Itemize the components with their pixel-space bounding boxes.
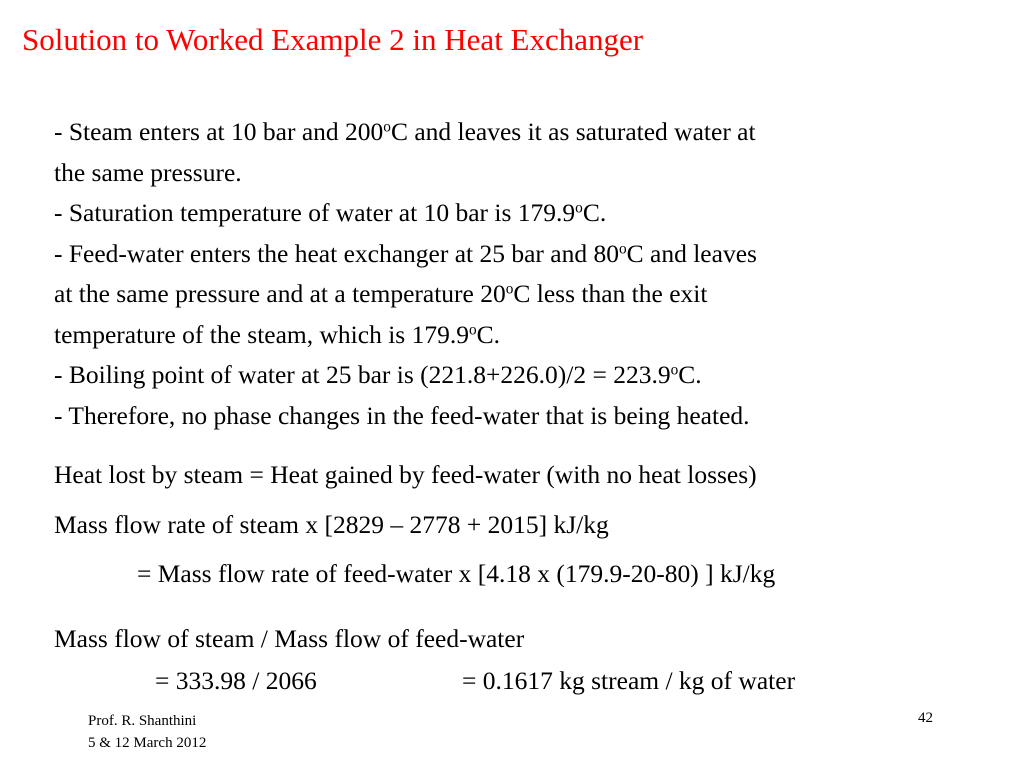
- page-number: 42: [918, 710, 933, 726]
- ratio-calculation: = 333.98 / 2066: [155, 666, 317, 695]
- slide-footer: [88, 710, 206, 754]
- bullet-feedwater-cont: [54, 274, 1014, 315]
- water-side-equation: = Mass flow rate of feed-water x [4.18 x (179.9-20-80) ] kJ/kg: [137, 559, 776, 588]
- degree-sup: o: [575, 199, 583, 217]
- bullet-text: C.: [476, 319, 501, 349]
- ratio-label: Mass flow of steam / Mass flow of feed-water: [54, 624, 525, 653]
- bullet-text: C and leaves it as saturated water at: [390, 117, 756, 146]
- bullet-saturation-temp: [54, 193, 1014, 234]
- bullet-text: C.: [678, 360, 702, 389]
- degree-sup: o: [505, 280, 514, 298]
- bullet-text: C and leaves: [626, 238, 757, 268]
- slide-body: [54, 112, 1014, 436]
- bullet-text: - Steam enters at 10 bar and 200: [54, 117, 384, 146]
- bullet-text: at the same pressure and at a temperature 20: [54, 279, 506, 308]
- bullet-steam-entry: [54, 112, 1014, 153]
- bullet-no-phase-change: - Therefore, no phase changes in the feed-water that is being heated.: [54, 400, 750, 430]
- bullet-text: C less than the exit: [513, 279, 708, 308]
- bullet-feedwater: [54, 234, 1014, 275]
- bullet-text: - Saturation temperature of water at 10 bar is 179.9: [54, 198, 576, 227]
- bullet-text: temperature of the steam, which is 179.9: [54, 319, 469, 349]
- bullet-text: C.: [582, 198, 607, 227]
- degree-sup: o: [618, 240, 627, 258]
- ratio-result: = 0.1617 kg stream / kg of water: [462, 666, 796, 695]
- footer-author: Prof. R. Shanthini: [88, 713, 197, 729]
- degree-sup: o: [468, 321, 477, 339]
- footer-date: 5 & 12 March 2012: [88, 735, 207, 751]
- steam-side-equation: Mass flow rate of steam x [2829 – 2778 + 2015] kJ/kg: [54, 510, 609, 539]
- degree-sup: o: [670, 361, 679, 379]
- slide-title: Solution to Worked Example 2 in Heat Exchanger: [22, 22, 644, 57]
- heat-balance-equation: Heat lost by steam = Heat gained by feed-water (with no heat losses): [54, 460, 757, 489]
- bullet-steam-entry-cont: the same pressure.: [54, 157, 242, 187]
- bullet-feedwater-cont2: [54, 315, 1014, 356]
- bullet-boiling-point: [54, 355, 1014, 396]
- degree-sup: o: [383, 118, 391, 136]
- bullet-text: - Boiling point of water at 25 bar is (221.8+226.0)/2 = 223.9: [54, 360, 671, 389]
- bullet-text: - Feed-water enters the heat exchanger at 25 bar and 80: [54, 238, 619, 268]
